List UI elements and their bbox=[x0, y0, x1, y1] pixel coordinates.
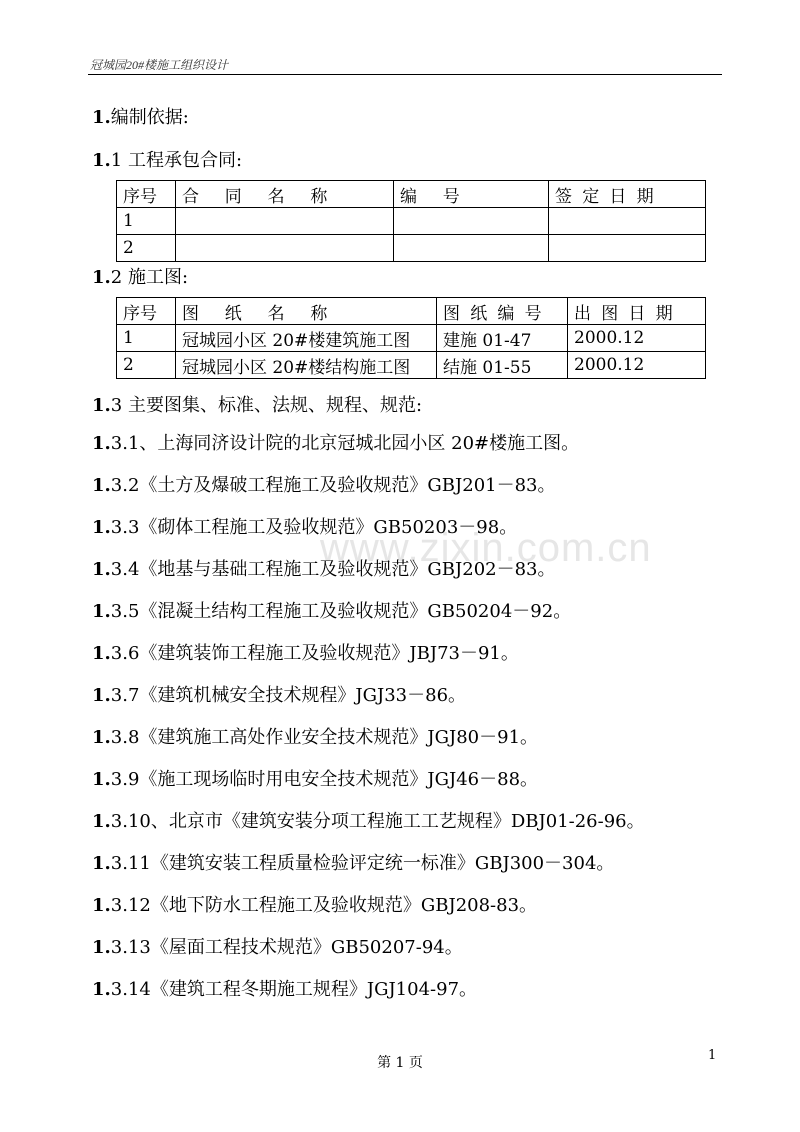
table-row bbox=[117, 325, 706, 352]
table-cell bbox=[176, 235, 394, 262]
table-header-row bbox=[117, 181, 706, 208]
section-number: 1. bbox=[92, 267, 111, 288]
table-header-cell: 序号 bbox=[117, 298, 176, 325]
section-title: 编制依据: bbox=[110, 107, 189, 128]
list-item bbox=[92, 936, 463, 960]
section-heading-1 bbox=[92, 106, 189, 130]
item-number: 1. bbox=[92, 475, 111, 496]
list-item bbox=[92, 600, 571, 624]
table-row bbox=[117, 235, 706, 262]
list-item bbox=[92, 894, 537, 918]
table-cell: 冠城园小区 20#楼建筑施工图 bbox=[176, 325, 437, 352]
table-row bbox=[117, 352, 706, 379]
table-cell: 1 bbox=[117, 208, 176, 235]
section-number: 1. bbox=[92, 150, 111, 171]
section-title: 2 施工图: bbox=[110, 267, 189, 288]
list-item bbox=[92, 474, 556, 498]
item-number: 1. bbox=[92, 811, 111, 832]
table-header-cell: 合 同 名 称 bbox=[176, 181, 394, 208]
item-number: 1. bbox=[92, 685, 111, 706]
list-item bbox=[92, 432, 579, 456]
table-cell bbox=[549, 235, 706, 262]
section-number: 1. bbox=[92, 107, 111, 128]
item-text: 3.11《建筑安装工程质量检验评定统一标准》GBJ300－304。 bbox=[110, 853, 615, 874]
section-title: 3 主要图集、标准、法规、规程、规范: bbox=[110, 395, 423, 416]
table-cell bbox=[549, 208, 706, 235]
table-cell: 建施 01-47 bbox=[437, 325, 568, 352]
item-text: 3.8《建筑施工高处作业安全技术规范》JGJ80－91。 bbox=[110, 727, 539, 748]
item-text: 3.6《建筑装饰工程施工及验收规范》JBJ73－91。 bbox=[110, 643, 519, 664]
item-text: 3.7《建筑机械安全技术规程》JGJ33－86。 bbox=[110, 685, 467, 706]
item-number: 1. bbox=[92, 517, 111, 538]
list-item bbox=[92, 684, 466, 708]
table-header-cell: 图纸编号 bbox=[437, 298, 568, 325]
item-text: 3.14《建筑工程冬期施工规程》JGJ104-97。 bbox=[110, 979, 478, 1000]
table-cell: 结施 01-55 bbox=[437, 352, 568, 379]
item-text: 3.5《混凝土结构工程施工及验收规范》GB50204－92。 bbox=[110, 601, 572, 622]
page-number-label: 第 1 页 bbox=[377, 1055, 423, 1071]
item-number: 1. bbox=[92, 853, 111, 874]
section-number: 1. bbox=[92, 395, 111, 416]
table-cell: 2 bbox=[117, 352, 176, 379]
table-cell bbox=[176, 208, 394, 235]
table-header-cell: 编 号 bbox=[394, 181, 549, 208]
item-text: 3.1、上海同济设计院的北京冠城北园小区 20#楼施工图。 bbox=[110, 433, 580, 454]
item-text: 3.10、北京市《建筑安装分项工程施工工艺规程》DBJ01-26-96。 bbox=[110, 811, 645, 832]
item-number: 1. bbox=[92, 559, 111, 580]
drawings-table bbox=[116, 297, 706, 379]
table-header-cell: 签定日期 bbox=[549, 181, 706, 208]
contract-table bbox=[116, 180, 706, 262]
list-item bbox=[92, 726, 538, 750]
table-header-row bbox=[117, 298, 706, 325]
section-heading-1-3 bbox=[92, 394, 422, 418]
list-item bbox=[92, 810, 645, 834]
corner-page-number: 1 bbox=[708, 1048, 717, 1063]
item-number: 1. bbox=[92, 643, 111, 664]
table-header-cell: 图 纸 名 称 bbox=[176, 298, 437, 325]
item-number: 1. bbox=[92, 433, 111, 454]
list-item bbox=[92, 642, 519, 666]
running-header: 冠城园20#楼施工组织设计 bbox=[90, 58, 229, 72]
item-text: 3.2《土方及爆破工程施工及验收规范》GBJ201－83。 bbox=[110, 475, 556, 496]
table-cell: 冠城园小区 20#楼结构施工图 bbox=[176, 352, 437, 379]
item-number: 1. bbox=[92, 979, 111, 1000]
table-header-cell: 出图日期 bbox=[568, 298, 706, 325]
item-text: 3.9《施工现场临时用电安全技术规范》JGJ46－88。 bbox=[110, 769, 539, 790]
item-number: 1. bbox=[92, 769, 111, 790]
item-text: 3.3《砌体工程施工及验收规范》GB50203－98。 bbox=[110, 517, 518, 538]
list-item bbox=[92, 768, 538, 792]
item-text: 3.4《地基与基础工程施工及验收规范》GBJ202－83。 bbox=[110, 559, 556, 580]
table-cell: 2 bbox=[117, 235, 176, 262]
table-cell: 2000.12 bbox=[568, 352, 706, 379]
table-cell bbox=[394, 235, 549, 262]
table-header-cell: 序号 bbox=[117, 181, 176, 208]
item-number: 1. bbox=[92, 727, 111, 748]
item-number: 1. bbox=[92, 895, 111, 916]
watermark: www.zixin.com.cn bbox=[320, 526, 652, 570]
item-number: 1. bbox=[92, 601, 111, 622]
header-divider bbox=[88, 74, 722, 75]
table-cell: 1 bbox=[117, 325, 176, 352]
item-text: 3.13《屋面工程技术规范》GB50207-94。 bbox=[110, 937, 463, 958]
list-item bbox=[92, 978, 477, 1002]
list-item bbox=[92, 516, 517, 540]
table-cell bbox=[394, 208, 549, 235]
section-title: 1 工程承包合同: bbox=[110, 150, 243, 171]
list-item bbox=[92, 852, 614, 876]
item-number: 1. bbox=[92, 937, 111, 958]
list-item bbox=[92, 558, 556, 582]
table-row bbox=[117, 208, 706, 235]
table-cell: 2000.12 bbox=[568, 325, 706, 352]
section-heading-1-1 bbox=[92, 149, 242, 173]
item-text: 3.12《地下防水工程施工及验收规范》GBJ208-83。 bbox=[110, 895, 538, 916]
section-heading-1-2 bbox=[92, 266, 188, 290]
